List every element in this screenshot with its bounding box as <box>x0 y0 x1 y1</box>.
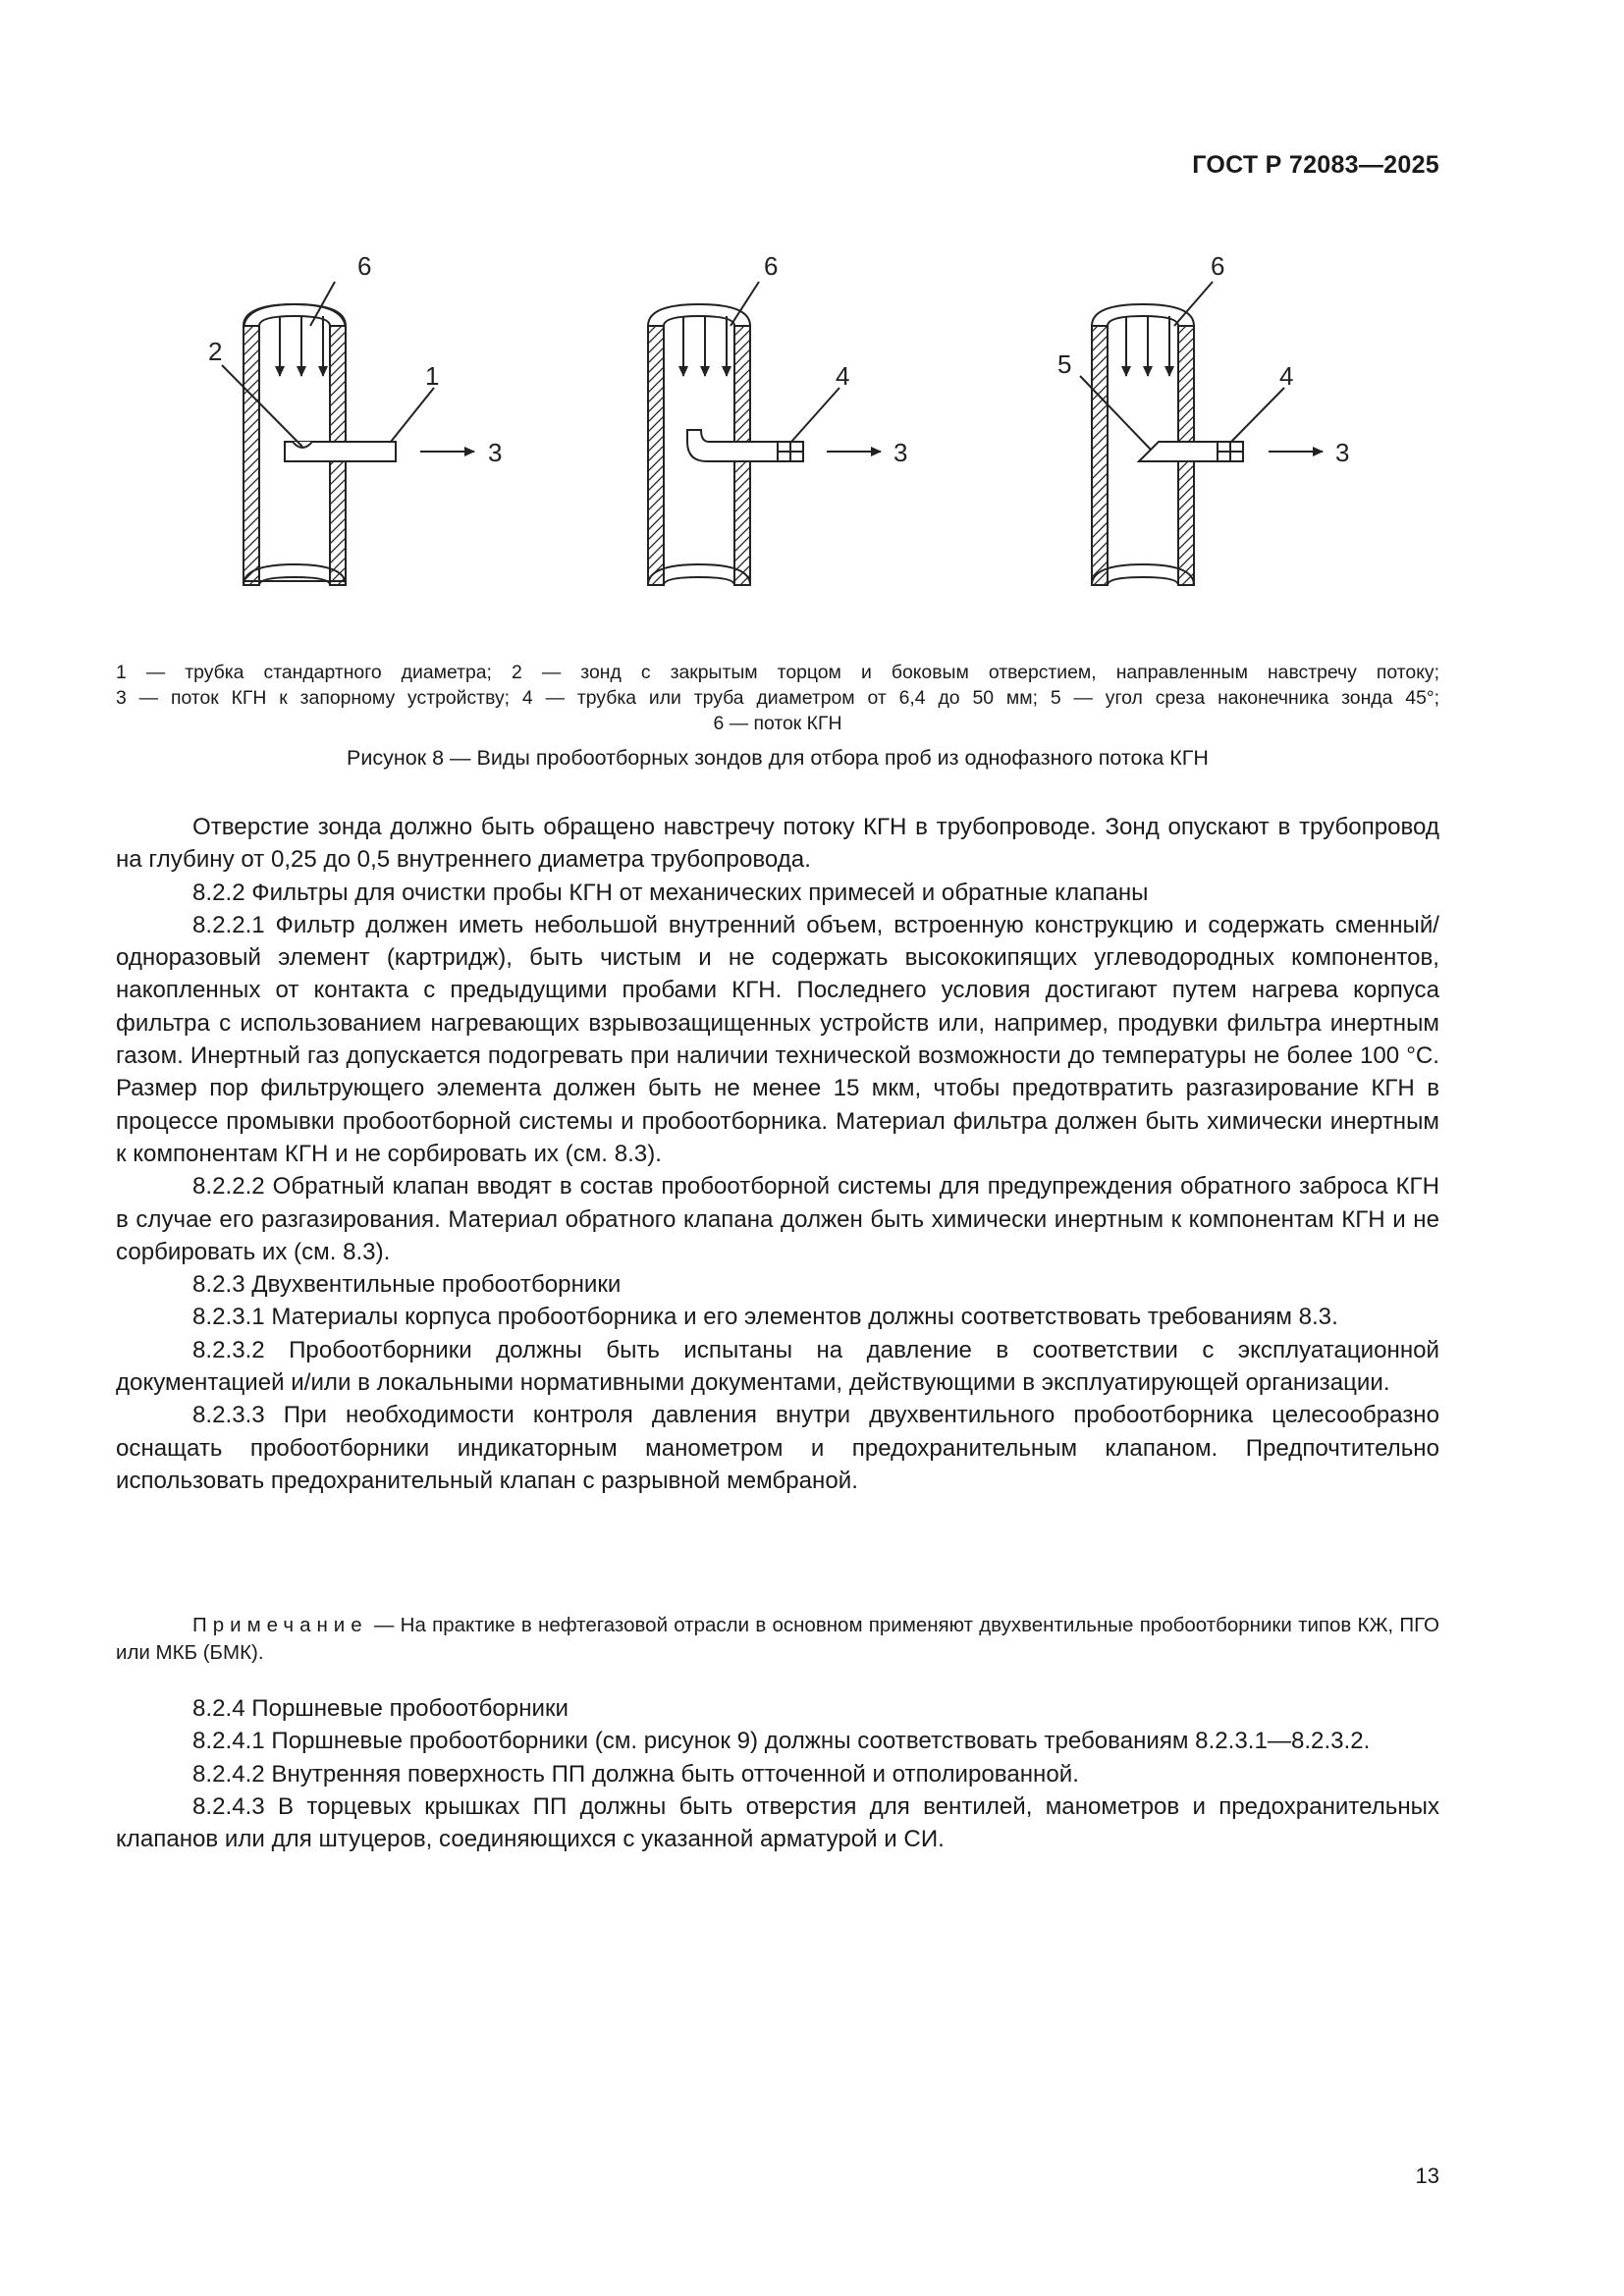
paragraph: 8.2.3.2 Пробоотборники должны быть испытаны на давление в соответствии с эксплуатационной документацией и/или в локальными нормативными документами, действующими в эксплуатирующей организации. <box>116 1336 1439 1397</box>
label-3-a: 3 <box>488 438 503 467</box>
note <box>116 1612 1439 1667</box>
figure-legend <box>116 660 1439 736</box>
page-number: 13 <box>1415 2163 1439 2188</box>
label-1: 1 <box>425 361 440 391</box>
paragraph: 8.2.3 Двухвентильные пробоотборники <box>192 1271 622 1299</box>
legend-line-1: 1 — трубка стандартного диаметра; 2 — зонд с закрытым торцом и боковым отверстием, направленным навстречу потоку; <box>116 662 1439 683</box>
paragraph: Отверстие зонда должно быть обращено навстречу потоку КГН в трубопроводе. Зонд опускают в трубопровод на глубину от 0,25 до 0,5 внутреннего диаметра трубопровода. <box>116 814 1439 874</box>
probe-diagram <box>0 0 1624 648</box>
label-6-b: 6 <box>764 251 779 281</box>
paragraph: 8.2.2.2 Обратный клапан вводят в состав пробоотборной системы для предупреждения обратного заброса КГН в случае его разгазирования. Материал обратного клапана должен быть химически инертным к компонентам КГН и не сорбировать их (см. 8.3). <box>116 1173 1439 1265</box>
note-text: — На практике в нефтегазовой отрасли в основном применяют двухвентильные пробоотборники типов КЖ, ПГО или МКБ (БМК). <box>116 1614 1439 1664</box>
body-text-section-2 <box>116 1692 1439 1855</box>
paragraph: 8.2.4.3 В торцевых крышках ПП должны быть отверстия для вентилей, манометров и предохранительных клапанов или для штуцеров, соединяющихся с указанной арматурой и СИ. <box>116 1792 1439 1853</box>
label-6-a: 6 <box>357 251 372 281</box>
label-4-a: 4 <box>836 361 850 391</box>
label-2: 2 <box>208 337 223 366</box>
legend-line-2: 3 — поток КГН к запорному устройству; 4 — трубка или труба диаметром от 6,4 до 50 мм; 5 — угол среза наконечника зонда 45°; <box>116 687 1439 709</box>
body-text-section-1 <box>116 811 1439 1497</box>
note-label: Примечание <box>192 1614 368 1636</box>
label-5: 5 <box>1057 349 1072 379</box>
paragraph: 8.2.2 Фильтры для очистки пробы КГН от механических примесей и обратные клапаны <box>192 879 1149 906</box>
label-4-b: 4 <box>1279 361 1294 391</box>
document-header: ГОСТ Р 72083—2025 <box>1192 151 1439 179</box>
paragraph: 8.2.4.2 Внутренняя поверхность ПП должна быть отточенной и отполированной. <box>192 1760 1079 1788</box>
legend-line-3: 6 — поток КГН <box>713 713 842 734</box>
label-6-c: 6 <box>1211 251 1225 281</box>
paragraph: 8.2.3.3 При необходимости контроля давления внутри двухвентильного пробоотборника целесообразно оснащать пробоотборники индикаторным манометром и предохранительным клапаном. Предпочтительно использовать предохранительный клапан с разрывной мембраной. <box>116 1402 1439 1494</box>
probe-variant-1 <box>222 282 474 585</box>
paragraph: 8.2.3.1 Материалы корпуса пробоотборника и его элементов должны соответствовать требованиям 8.3. <box>192 1304 1338 1331</box>
label-3-b: 3 <box>893 438 908 467</box>
probe-variant-3 <box>1080 282 1323 585</box>
figure-caption: Рисунок 8 — Виды пробоотборных зондов для отбора проб из однофазного потока КГН <box>347 746 1209 770</box>
figure-8 <box>0 0 1624 648</box>
label-3-c: 3 <box>1335 438 1350 467</box>
paragraph: 8.2.2.1 Фильтр должен иметь небольшой внутренний объем, встроенную конструкцию и содержать сменный/одноразовый элемент (картридж), быть чистым и не содержать высококипящих углеводородных компонентов, накопленных от контакта с предыдущими пробами КГН. Последнего условия достигают путем нагрева корпуса фильтра с использованием нагревающих взрывозащищенных устройств или, например, продувки фильтра инертным газом. Инертный газ допускается подогревать при наличии технической возможности до температуры не более 100 °С. Размер пор фильтрующего элемента должен быть не менее 15 мкм, чтобы предотвратить разгазирование КГН в процессе промывки пробоотборной системы и пробоотборника. Материал фильтра должен быть химически инертным к компонентам КГН и не сорбировать их (см. 8.3). <box>116 911 1439 1167</box>
paragraph: 8.2.4 Поршневые пробоотборники <box>192 1695 568 1722</box>
probe-variant-2 <box>648 282 881 585</box>
paragraph: 8.2.4.1 Поршневые пробоотборники (см. рисунок 9) должны соответствовать требованиям 8.2.3.1—8.2.3.2. <box>192 1728 1371 1755</box>
